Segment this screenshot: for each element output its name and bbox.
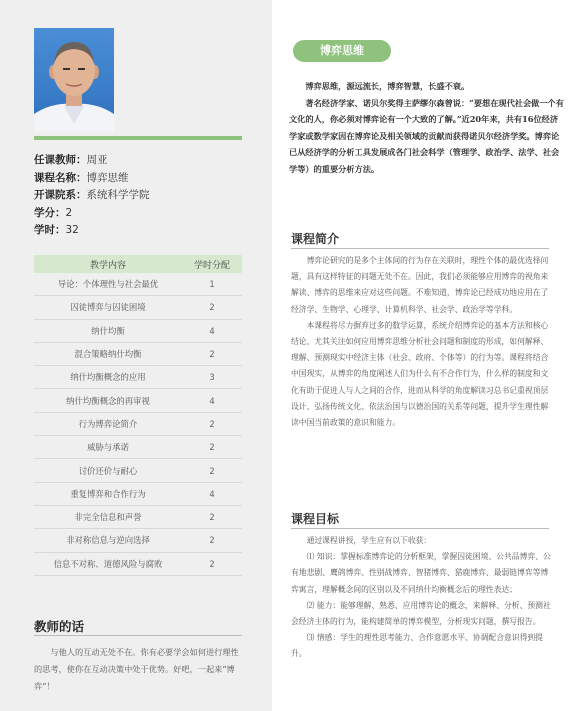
table-row	[34, 342, 242, 365]
row-hours: 3	[182, 366, 242, 389]
row-hours: 2	[182, 436, 242, 459]
row-hours: 1	[182, 273, 242, 296]
row-topic: 非完全信息和声誉	[34, 505, 182, 528]
intro-paragraph: 著名经济学家、诺贝尔奖得主萨缪尔森曾说：“要想在现代社会做一个有文化的人，你必须对博弈论有一个大致的了解。”近20年来，共有16位经济学家或数学家因在博弈论及相关领域的贡献而获得诺贝尔经济学奖。博弈论已从经济学的分析工具发展成各门社会科学（管理学、政治学、法学、社会学等）的重要分析方法。	[289, 97, 564, 174]
summary-body	[291, 253, 553, 431]
intro-paragraph: 博弈思维，源远流长，博弈智慧，长盛不衰。	[305, 81, 470, 91]
row-topic: 讨价还价与耐心	[34, 459, 182, 482]
summary-title: 课程简介	[291, 232, 340, 246]
row-topic: 囚徒博弈与囚徒困境	[34, 296, 182, 319]
header-hours: 学时分配	[182, 255, 242, 273]
table-row	[34, 459, 242, 482]
row-hours: 2	[182, 342, 242, 365]
summary-divider	[291, 248, 549, 249]
goals-body	[291, 533, 553, 663]
info-hours: 学时：32	[34, 224, 79, 237]
goals-title: 课程目标	[291, 512, 340, 526]
row-topic: 纳什均衡概念的再审视	[34, 389, 182, 412]
table-row	[34, 412, 242, 435]
course-title-pill: 博弈思维	[293, 40, 391, 62]
row-topic: 行为博弈论简介	[34, 412, 182, 435]
row-topic: 纳什均衡	[34, 319, 182, 342]
info-course-name: 课程名称：博弈思维	[34, 171, 129, 184]
info-department: 开课院系：系统科学学院	[34, 189, 150, 202]
row-hours: 2	[182, 552, 242, 575]
row-topic: 威胁与承诺	[34, 436, 182, 459]
summary-paragraph: 本课程将尽力摒弃过多的数学运算，系统介绍博弈论的基本方法和核心结论，尤其关注如何应用博弈思维分析社会问题和制度的形成，如何解释、理解、预测现实中经济主体（社会、政府、个体等）的行为等。课程将结合中国现实，从博弈的角度阐述人们为什么有不合作行为，什么样的制度和文化有助于促进人与人之间的合作，进而从科学的角度解读习总书记重视顶层设计、弘扬传统文化、依法治国与以德治国的关系等问题，提升学生理性解读中国当前政策的意识和能力。	[291, 320, 549, 428]
profile-divider	[34, 136, 242, 140]
teacher-words-title: 教师的话	[34, 619, 85, 634]
table-header-row	[34, 255, 242, 273]
row-hours: 4	[182, 389, 242, 412]
info-credits: 学分：2	[34, 206, 73, 219]
teacher-words-divider	[34, 635, 242, 636]
goals-paragraph: 通过课程讲授，学生应有以下收获：	[306, 536, 432, 545]
row-topic: 导论：个体理性与社会最优	[34, 273, 182, 296]
goals-paragraph: ⑴ 知识：掌握标准博弈论的分析框架，掌握囚徒困境、公共品博弈、公有地悲剧、鹰鸽博弈、性别战博弈、智猪博弈、猎鹿博弈、最弱链博弈等博弈寓言，理解概念间的区别以及不同纳什均衡概念后的理性表达；	[291, 552, 551, 594]
table-row	[34, 436, 242, 459]
row-hours: 2	[182, 459, 242, 482]
summary-paragraph: 博弈论研究的是多个主体间的行为存在关联时，理性个体的最优选择问题，具有这样特征的问题无处不在。因此，我们必须能够应用博弈的视角来解读、博弈的思维来应对这些问题。不难知道，博弈论已经成功地应用在了经济学、生物学、心理学、计算机科学、社会学、政治学等学科。	[291, 256, 549, 314]
info-teacher: 任课教师：周亚	[34, 154, 108, 166]
row-hours: 4	[182, 482, 242, 505]
table-row	[34, 273, 242, 296]
schedule-table	[34, 255, 242, 576]
course-intro	[289, 78, 565, 178]
row-hours: 2	[182, 412, 242, 435]
table-row	[34, 389, 242, 412]
table-row	[34, 482, 242, 505]
row-hours: 2	[182, 296, 242, 319]
row-hours: 4	[182, 319, 242, 342]
left-panel	[0, 0, 272, 711]
row-topic: 混合策略纳什均衡	[34, 342, 182, 365]
goals-paragraph: ⑵ 能力：能够理解、熟悉、应用博弈论的概念，来解释、分析、预测社会经济主体的行为，能构建简单的博弈模型，分析现实问题，撰写报告。	[291, 600, 551, 627]
row-topic: 信息不对称、道德风险与腐败	[34, 552, 182, 575]
goals-divider	[291, 528, 549, 529]
table-row	[34, 552, 242, 575]
teacher-photo	[34, 28, 114, 131]
row-topic: 重复博弈和合作行为	[34, 482, 182, 505]
row-topic: 纳什均衡概念的应用	[34, 366, 182, 389]
row-hours: 2	[182, 505, 242, 528]
table-row	[34, 529, 242, 552]
table-row	[34, 319, 242, 342]
table-row	[34, 505, 242, 528]
table-row	[34, 366, 242, 389]
header-topic: 教学内容	[34, 255, 182, 273]
table-row	[34, 296, 242, 319]
row-hours: 2	[182, 529, 242, 552]
goals-paragraph: ⑶ 情感：学生的理性思考能力、合作意愿水平、协调配合意识得到提升。	[291, 633, 543, 659]
row-topic: 非对称信息与逆向选择	[34, 529, 182, 552]
teacher-words-text: 与他人的互动无处不在。你有必要学会如何进行理性的思考，使你在互动决策中处于优势。好吧，一起来“博弈”！	[34, 647, 239, 691]
course-info	[34, 152, 254, 240]
